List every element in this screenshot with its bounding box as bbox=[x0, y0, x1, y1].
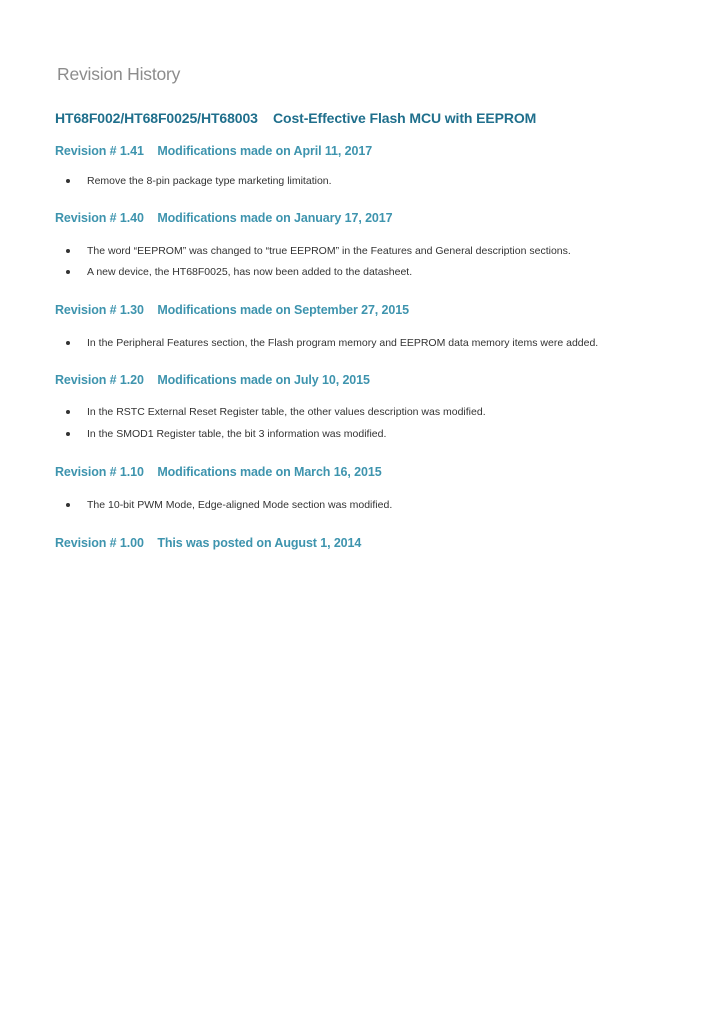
revision-heading: Revision # 1.10 Modifications made on March 16, 2015 bbox=[55, 465, 382, 479]
change-text: The 10-bit PWM Mode, Edge-aligned Mode section was modified. bbox=[87, 499, 393, 511]
list-item bbox=[55, 498, 695, 512]
bullet-icon bbox=[66, 432, 70, 436]
change-text: In the Peripheral Features section, the Flash program memory and EEPROM data memory items were added. bbox=[87, 337, 599, 349]
change-text: Remove the 8-pin package type marketing limitation. bbox=[87, 175, 332, 187]
change-text: The word “EEPROM” was changed to “true EEPROM” in the Features and General description sections. bbox=[87, 245, 571, 257]
revision-heading: Revision # 1.41 Modifications made on April 11, 2017 bbox=[55, 144, 373, 158]
list-item bbox=[55, 244, 695, 258]
bullet-icon bbox=[66, 410, 70, 414]
change-list bbox=[55, 498, 695, 512]
revision-1-41 bbox=[55, 143, 695, 188]
bullet-icon bbox=[66, 249, 70, 253]
document-title: HT68F002/HT68F0025/HT68003 Cost-Effective Flash MCU with EEPROM bbox=[55, 110, 537, 126]
revision-heading: Revision # 1.20 Modifications made on July 10, 2015 bbox=[55, 373, 370, 387]
revision-heading: Revision # 1.40 Modifications made on January 17, 2017 bbox=[55, 211, 393, 225]
change-list bbox=[55, 336, 695, 350]
bullet-icon bbox=[66, 270, 70, 274]
revision-1-00 bbox=[55, 535, 695, 551]
revision-heading: Revision # 1.30 Modifications made on September 27, 2015 bbox=[55, 303, 409, 317]
bullet-icon bbox=[66, 341, 70, 345]
revision-1-40 bbox=[55, 210, 695, 279]
revision-1-10 bbox=[55, 464, 695, 512]
list-item bbox=[55, 427, 695, 441]
change-list bbox=[55, 244, 695, 279]
revision-1-30 bbox=[55, 302, 695, 350]
change-text: In the RSTC External Reset Register table, the other values description was modified. bbox=[87, 406, 486, 418]
change-list bbox=[55, 174, 695, 188]
change-text: A new device, the HT68F0025, has now been added to the datasheet. bbox=[87, 266, 413, 278]
change-list bbox=[55, 405, 695, 441]
list-item bbox=[55, 405, 695, 419]
list-item bbox=[55, 174, 695, 188]
revision-1-20 bbox=[55, 372, 695, 441]
change-text: In the SMOD1 Register table, the bit 3 information was modified. bbox=[87, 428, 387, 440]
bullet-icon bbox=[66, 503, 70, 507]
revision-heading: Revision # 1.00 This was posted on August 1, 2014 bbox=[55, 536, 362, 550]
list-item bbox=[55, 336, 695, 350]
page-heading: Revision History bbox=[57, 64, 181, 84]
bullet-icon bbox=[66, 179, 70, 183]
list-item bbox=[55, 265, 695, 279]
